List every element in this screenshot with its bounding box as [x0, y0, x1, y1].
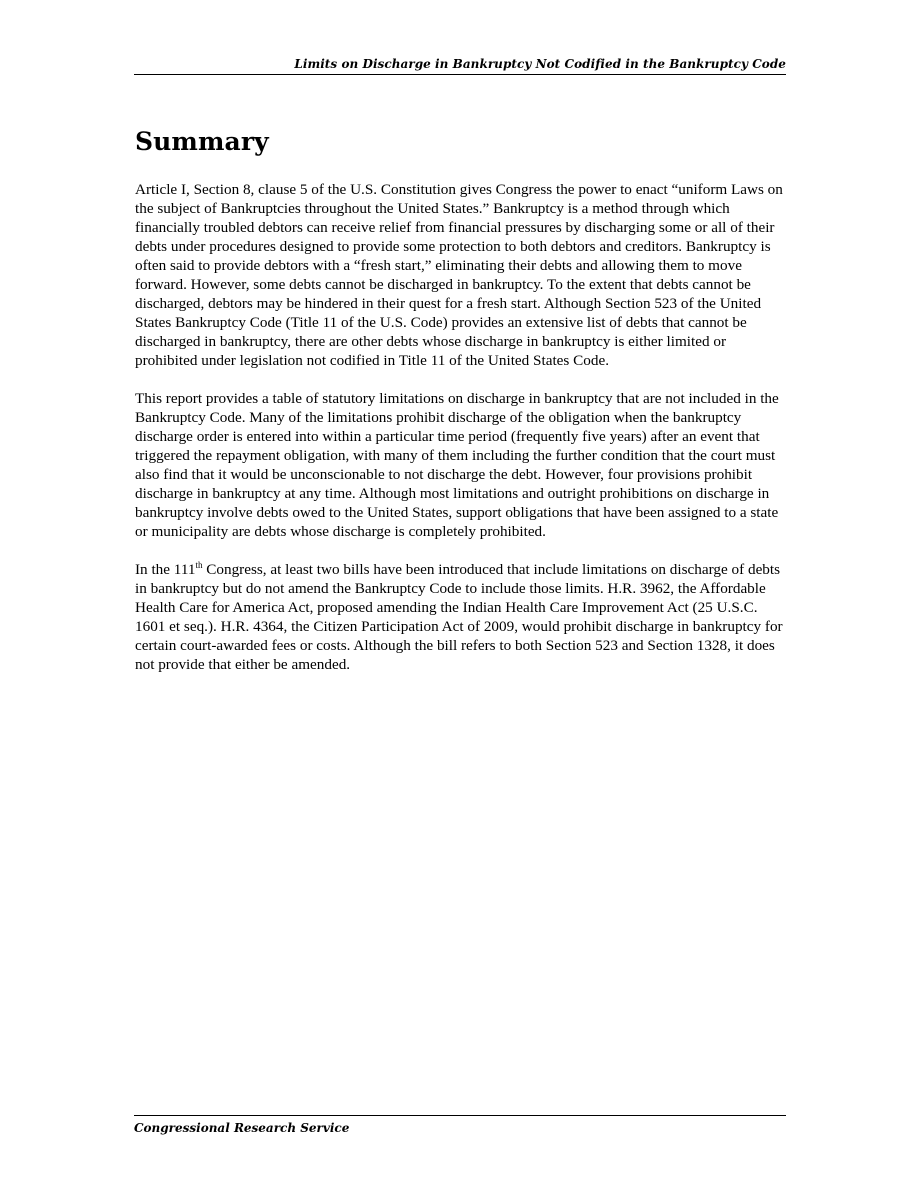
ordinal-superscript: th [195, 559, 203, 570]
summary-paragraph-2: This report provides a table of statutory limitations on discharge in bankruptcy that are not included in the Bankruptcy Code. Many of the limitations prohibit discharge of the obligation when the bankruptcy discharge order is entered into within a particular time period (frequently five years) after an event that triggered the repayment obligation, with many of them including the further condition that the court must also find that it would be unconscionable to not discharge the debt. However, four provisions prohibit discharge in bankruptcy at any time. Although most limitations and outright prohibitions on discharge in bankruptcy involve debts owed to the United States, support obligations that have been assigned to a state or municipality are debts whose discharge is completely prohibited. [135, 390, 779, 540]
summary-paragraph-3 [135, 560, 787, 674]
paragraph-3-prefix: In the 111 [135, 561, 196, 578]
summary-paragraph-1: Article I, Section 8, clause 5 of the U.S. Constitution gives Congress the power to enact “uniform Laws on the subject of Bankruptcies throughout the United States.” Bankruptcy is a method through which financially troubled debtors can receive relief from financial pressures by discharging some or all of their debts under procedures designed to provide some protection to both debtors and creditors. Bankruptcy is often said to provide debtors with a “fresh start,” eliminating their debts and allowing them to move forward. However, some debts cannot be discharged in bankruptcy. To the extent that debts cannot be discharged, debtors may be hindered in their quest for a fresh start. Although Section 523 of the United States Bankruptcy Code (Title 11 of the U.S. Code) provides an extensive list of debts that cannot be discharged in bankruptcy, there are other debts whose discharge in bankruptcy is either limited or prohibited under legislation not codified in Title 11 of the United States Code. [135, 181, 783, 369]
section-title: Summary [135, 127, 269, 156]
footer-publisher: Congressional Research Service [134, 1121, 350, 1135]
paragraph-3-text: Congress, at least two bills have been introduced that include limitations on discharge of debts in bankruptcy but do not amend the Bankruptcy Code to include those limits. H.R. 3962, the Affordable Health Care for America Act, proposed amending the Indian Health Care Improvement Act (25 U.S.C. 1601 et seq.). H.R. 4364, the Citizen Participation Act of 2009, would prohibit discharge in bankruptcy for certain court-awarded fees or costs. Although the bill refers to both Section 523 and Section 1328, it does not provide that either be amended. [135, 561, 783, 673]
page-footer [134, 1115, 786, 1136]
running-header [134, 56, 786, 75]
running-header-title: Limits on Discharge in Bankruptcy Not Codified in the Bankruptcy Code [294, 57, 786, 71]
summary-section [135, 124, 787, 674]
